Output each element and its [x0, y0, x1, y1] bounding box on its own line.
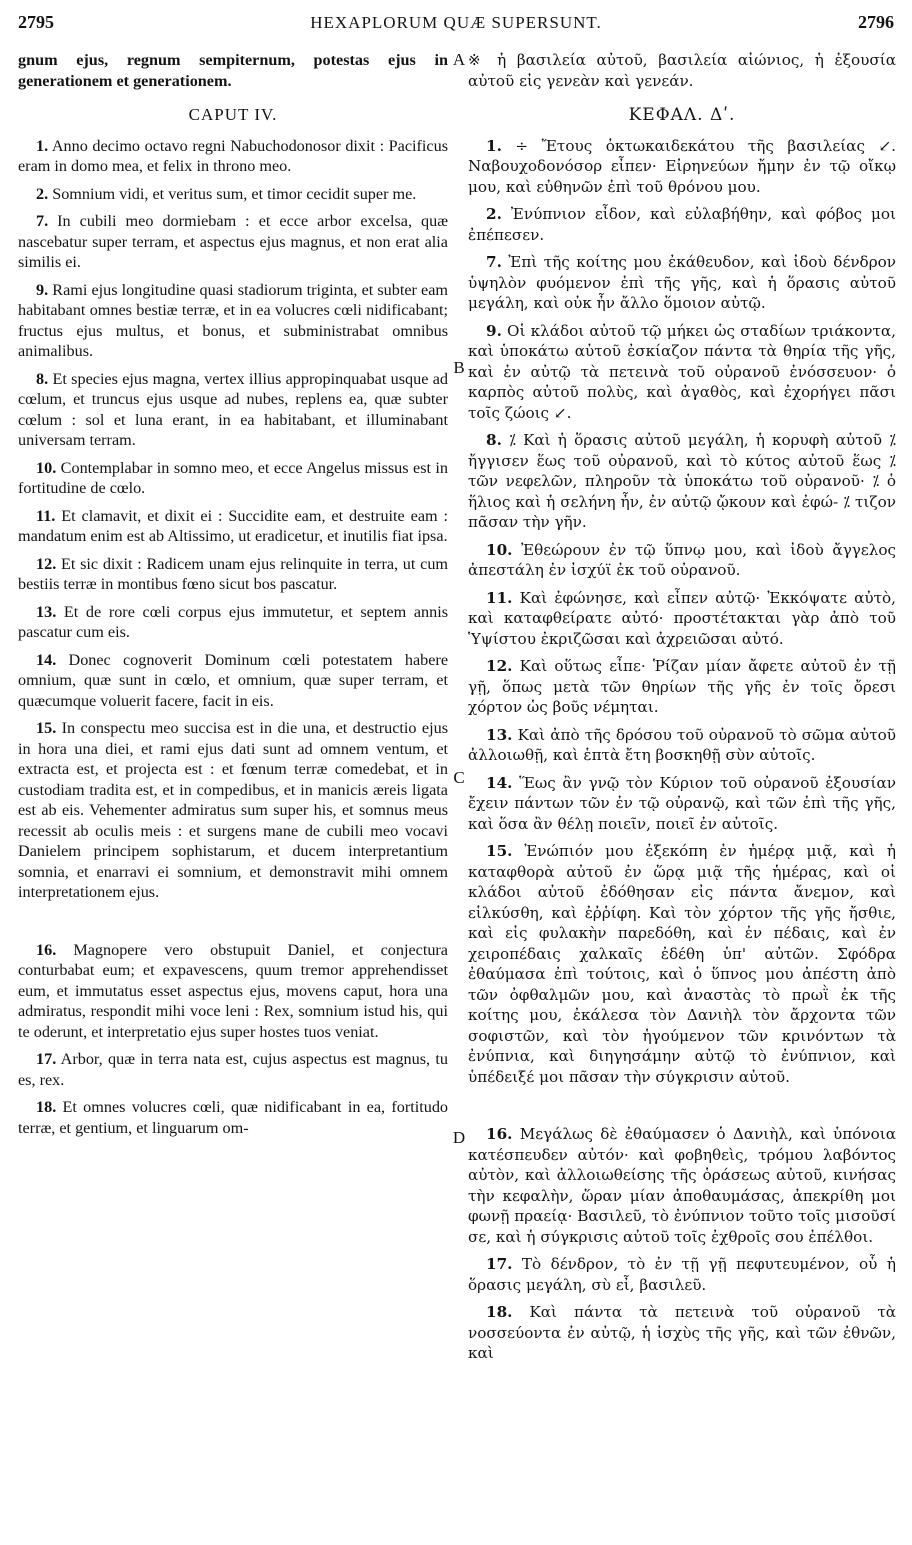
latin-chapter-heading: CAPUT IV.: [188, 105, 278, 124]
verse-text: Ἐνύπνιον εἶδον, καὶ εὐλαβήθην, καὶ φόβος μοι ἐπέπεσεν.: [468, 205, 897, 244]
verse-text: Τὸ δένδρον, τὸ ἐν τῇ γῇ πεφυτευμένον, οὗ ἡ ὅρασις μεγάλη, σὺ εἶ, βασιλεῦ.: [468, 1255, 896, 1294]
verse-text: Et omnes volucres cœli, quæ nidificabant in ea, fortitudo terræ, et gentium, et linguarum om-: [18, 1098, 449, 1137]
greek-verse: [468, 725, 896, 766]
greek-continuation: ※ ἡ βασιλεία αὐτοῦ, βασιλεία αἰώνιος, ἡ ἐξουσία αὐτοῦ εἰς γενεὰν καὶ γενεάν.: [468, 51, 896, 90]
greek-verse: [468, 1124, 896, 1247]
greek-verse: [468, 204, 896, 245]
latin-column: [18, 50, 448, 1145]
latin-verse: [18, 458, 448, 499]
verse-number: 15.: [486, 842, 513, 860]
verse-text: ÷ Ἔτους ὀκτωκαιδεκάτου τῆς βασιλείας ↙. Ναβουχοδονόσορ εἶπεν· Εἰρηνεύων ἤμην ἐν τῷ οἴκῳ μου, καὶ εὐθηνῶν ἐπὶ τοῦ θρόνου μου.: [468, 136, 897, 196]
verse-text: Anno decimo octavo regni Nabuchodonosor dixit : Pacificus eram in domo mea, et felix in throno meo.: [18, 136, 448, 175]
latin-verse: [18, 940, 448, 1043]
latin-verse: [18, 602, 448, 643]
verse-number: 8.: [36, 369, 49, 388]
greek-column: [468, 50, 896, 1371]
latin-verse: [18, 280, 448, 362]
verse-text: Magnopere vero obstupuit Daniel, et conjectura conturbabat eum; et expavescens, quum tremor apprehendisset eum, et immutatus esset aspectus ejus, movens caput, hora una admiratus, respondit mihi voce leni : Rex, somnium istud his, qui te oderunt, et interpretatio ejus super hostes tuos veniat.: [18, 940, 448, 1041]
verse-text: Donec cognoverit Dominum cœli potestatem habere omnium, quæ sunt in cœlo, et omnium, quæ super terram, et quæcumque voluerit facere, facit in eis.: [18, 650, 449, 710]
verse-number: 17.: [36, 1050, 57, 1068]
latin-verse: [18, 211, 448, 273]
greek-verse: [468, 1254, 896, 1295]
greek-verse: [468, 588, 896, 650]
verse-number: 9.: [36, 280, 49, 299]
greek-verses: [468, 136, 896, 1364]
greek-verse: [468, 321, 896, 424]
page-number-left: 2795: [18, 12, 54, 32]
verse-number: 2.: [36, 184, 49, 203]
latin-verse: [18, 650, 448, 712]
latin-verses: [18, 136, 448, 1139]
verse-number: 12.: [486, 657, 513, 675]
verse-text: Et de rore cœli corpus ejus immutetur, et septem annis pascatur cum eis.: [18, 602, 448, 641]
verse-number: 16.: [486, 1125, 513, 1143]
latin-verse: [18, 369, 448, 451]
greek-chapter-heading: ΚΕΦΑΛ. Δʹ.: [628, 105, 736, 125]
verse-number: 1.: [36, 136, 49, 155]
page-number-right: 2796: [858, 12, 894, 32]
latin-verse: [18, 184, 448, 205]
verse-text: ⁒ Καὶ ἡ ὅρασις αὐτοῦ μεγάλη, ἡ κορυφὴ αὐτοῦ ⁒ ἤγγισεν ἕως τοῦ οὐρανοῦ, καὶ τὸ κύτος αὐτοῦ ἕως ⁒ τῶν νεφελῶν, πληροῦν τὰ ὑποκάτω τοῦ οὐρανοῦ· ⁒ ὁ ἥλιος καὶ ἡ σελήνη ἦν, ἐν αὐτῷ ᾤκουν καὶ ἐφώ- ⁒ τιζον πᾶσαν τὴν γῆν.: [468, 431, 896, 531]
verse-text: Et clamavit, et dixit ei : Succidite eam, et destruite eam : mandatum enim est ab Altissimo, ut eradicetur, et inutilis fiat ipsa.: [18, 506, 448, 545]
verse-text: Ἕως ἂν γνῷ τὸν Κύριον τοῦ οὐρανοῦ ἐξουσίαν ἔχειν πάντων τῶν ἐν τῷ οὐρανῷ, καὶ τῶν ἐπὶ τῆς γῆς, καὶ ὅσα ἂν θέλῃ ποιεῖν, ποιεῖ ἐν αὐτοῖς.: [468, 773, 896, 833]
verse-number: 13.: [486, 725, 513, 744]
running-title: HEXAPLORUM QUÆ SUPERSUNT.: [310, 13, 602, 32]
verse-number: 13.: [36, 602, 57, 621]
verse-text: Et species ejus magna, vertex illius appropinquabat usque ad cœlum, et truncus ejus usque ad nubes, replens ea, quæ subter cœlum : sol et luna erant, in ea habitabant, et illuminabant universam terram.: [18, 369, 449, 449]
verse-number: 12.: [36, 554, 57, 573]
latin-verse: [18, 1049, 448, 1090]
verse-text: Ἐθεώρουν ἐν τῷ ὕπνῳ μου, καὶ ἰδοὺ ἄγγελος ἀπεστάλη ἐν ἰσχύϊ ἐκ τοῦ οὐρανοῦ.: [468, 540, 896, 579]
section-gap: [18, 910, 448, 940]
latin-verse: [18, 136, 448, 177]
verse-number: 8.: [486, 431, 502, 449]
verse-number: 16.: [36, 940, 57, 959]
greek-verse: [468, 841, 896, 1087]
latin-verse: [18, 506, 448, 547]
greek-verse: [468, 430, 896, 533]
margin-letter-d: D: [452, 1128, 466, 1147]
verse-text: Καὶ πάντα τὰ πετεινὰ τοῦ οὐρανοῦ τὰ νοσσεύοντα ἐν αὐτῷ, ἡ ἰσχὺς τῆς γῆς, καὶ τῶν ἐθνῶν, καὶ: [468, 1303, 897, 1362]
verse-text: In conspectu meo succisa est in die una, et destructio ejus in hora una diei, et rami ejus dati sunt ad omnem ventum, et extracta est, et projecta est : et fœnum terræ comedebat, et in custodiam tradita est, et in compedibus, et in manicis æreis ligata est ab eis. Vehementer admiratus sum super his, et somnus meus recessit ab oculis meis : et surgens mane de cubili meo vocavi Danielem principem sophistarum, et ducem interpretantium somnia, et enarravi ei somnium, et demonstravit mihi omnem interpretationem ejus.: [18, 719, 449, 901]
verse-text: Οἱ κλάδοι αὐτοῦ τῷ μήκει ὡς σταδίων τριάκοντα, καὶ ὑποκάτω αὐτοῦ ἐσκίαζον πάντα τὰ θηρία τῆς γῆς, καὶ ἐν αὐτῷ τὰ πετεινὰ τοῦ οὐρανοῦ ἐνόσσευον· ὁ καρπὸς αὐτοῦ πολὺς, καὶ ἀγαθὸς, καὶ ἐχορήγει πᾶσι τοῖς ζώοις ↙.: [468, 321, 896, 422]
greek-verse: [468, 540, 896, 581]
verse-text: Somnium vidi, et veritus sum, et timor cecidit super me.: [52, 184, 417, 203]
page-header: [18, 12, 894, 36]
greek-verse: [468, 136, 896, 198]
greek-verse: [468, 252, 896, 314]
verse-number: 10.: [486, 540, 513, 559]
verse-number: 11.: [486, 588, 513, 607]
verse-text: Ἐπὶ τῆς κοίτης μου ἐκάθευδον, καὶ ἰδοὺ δένδρον ὑψηλὸν φυόμενον ἐπὶ τῆς γῆς, καὶ ἡ ὅρασις αὐτοῦ μεγάλη, καὶ οὐκ ἦν ἄλλο ὅμοιον αὐτῷ.: [468, 253, 897, 312]
margin-letter-a: A: [452, 50, 466, 69]
verse-number: 18.: [486, 1303, 513, 1321]
verse-number: 17.: [486, 1255, 513, 1273]
verse-number: 2.: [486, 205, 502, 223]
greek-verse: [468, 773, 896, 835]
margin-letter-c: C: [453, 768, 465, 787]
verse-text: Ἐνώπιόν μου ἐξεκόπη ἐν ἡμέρᾳ μιᾷ, καὶ ἡ καταφθορὰ αὐτοῦ ἐν ὥρᾳ μιᾷ τῆς ἡμέρας, καὶ οἱ κλάδοι αὐτοῦ ἐδόθησαν εἰς πάντα ἄνεμον, καὶ εἱλκύσθη, καὶ ἐῤῥίφη. Καὶ τὸν χόρτον τῆς γῆς ἤσθιε, καὶ εἰς φυλακὴν παρεδόθη, καὶ ἐν πέδαις, καὶ ἐν χειροπέδαις χαλκαῖς ἐδέθη ὑπ' αὐτῶν. Σφόδρα ἐθαύμασα ἐπὶ τούτοις, καὶ ὁ ὕπνος μου ἀπέστη ἀπὸ τῶν ὀφθαλμῶν μου, καὶ ἀναστὰς τὸ πρωῒ ἐκ τῆς κοίτης μου, ἐκάλεσα τὸν Δανιὴλ τὸν ἄρχοντα τῶν σοφιστῶν, καὶ τὸν ἡγούμενον τῶν κρινόντων τὰ ἐνύπνια, καὶ διηγησάμην αὐτῷ τὸ ἐνύπνιον, καὶ ὑπέδειξέ μοι πᾶσαν τὴν σύγκρισιν αὐτοῦ.: [468, 842, 896, 1086]
verse-text: Καὶ ἐφώνησε, καὶ εἶπεν αὐτῷ· Ἐκκόψατε αὐτὸ, καὶ καταφθείρατε αὐτό· προστέτακται γὰρ ἀπὸ τοῦ Ὑψίστου ἐκριζῶσαι καὶ ἀχρειῶσαι αὐτό.: [468, 588, 897, 648]
latin-verse: [18, 1097, 448, 1138]
verse-number: 15.: [36, 719, 57, 737]
verse-number: 9.: [486, 321, 502, 340]
verse-number: 1.: [486, 136, 502, 155]
verse-text: Contemplabar in somno meo, et ecce Angelus missus est in fortitudine de cœlo.: [18, 458, 448, 497]
verse-text: In cubili meo dormiebam : et ecce arbor excelsa, quæ nascebatur super terram, et aspectus ejus magnus, et non erat alia similis ei.: [18, 212, 448, 271]
verse-number: 10.: [36, 458, 57, 477]
verse-text: Et sic dixit : Radicem unam ejus relinquite in terra, ut cum bestiis terræ in montibus fœno sicut bos pascatur.: [18, 554, 449, 593]
margin-letter-b: B: [453, 358, 465, 377]
verse-text: Καὶ ἀπὸ τῆς δρόσου τοῦ οὐρανοῦ τὸ σῶμα αὐτοῦ ἀλλοιωθῇ, καὶ ἑπτὰ ἔτη βοσκηθῇ σὺν αὐτοῖς.: [468, 725, 897, 764]
greek-verse: [468, 1302, 896, 1364]
latin-continuation: gnum ejus, regnum sempiternum, potestas ejus in generationem et generationem.: [18, 51, 448, 90]
latin-verse: [18, 554, 448, 595]
verse-number: 7.: [36, 212, 49, 230]
verse-text: Arbor, quæ in terra nata est, cujus aspectus est magnus, tu es, rex.: [18, 1050, 448, 1089]
verse-number: 18.: [36, 1098, 57, 1116]
latin-verse: [18, 718, 448, 903]
section-gap: [468, 1094, 896, 1124]
verse-number: 11.: [36, 506, 56, 525]
verse-text: Μεγάλως δὲ ἐθαύμασεν ὁ Δανιὴλ, καὶ ὑπόνοια κατέσπευδεν αὐτόν· καὶ φοβηθεὶς, τρόμου λαβόντος αὐτὸν, καὶ ἀλλοιωθείσης τῆς ὁράσεως αὐτοῦ, κινήσας τὴν κεφαλὴν, ὥραν μίαν ἀποθαυμάσας, ἀπεκρίθη μοι φωνῇ πραείᾳ· Βασιλεῦ, τὸ ἐνύπνιον τοῦτο τοῖς μισοῦσί σε, καὶ ἡ σύγκρισις αὐτοῦ τοῖς ἐχθροῖς σου ἐπέλθοι.: [468, 1125, 896, 1246]
verse-number: 7.: [486, 253, 502, 271]
greek-verse: [468, 656, 896, 718]
verse-text: Καὶ οὕτως εἶπε· Ῥίζαν μίαν ἄφετε αὐτοῦ ἐν τῇ γῇ, ὅπως μετὰ τῶν θηρίων τῆς γῆς ἐν τοῖς ὄρεσι χόρτον ὡς βοῦς νέμηται.: [468, 657, 897, 716]
verse-text: Rami ejus longitudine quasi stadiorum triginta, et subter eam habitabant omnes bestiæ terræ, et in ea volucres cœli nidificabant; fructus ejus multus, et bonus, et subministrabat omnibus animalibus.: [18, 280, 449, 360]
verse-number: 14.: [36, 650, 57, 669]
verse-number: 14.: [486, 773, 513, 792]
